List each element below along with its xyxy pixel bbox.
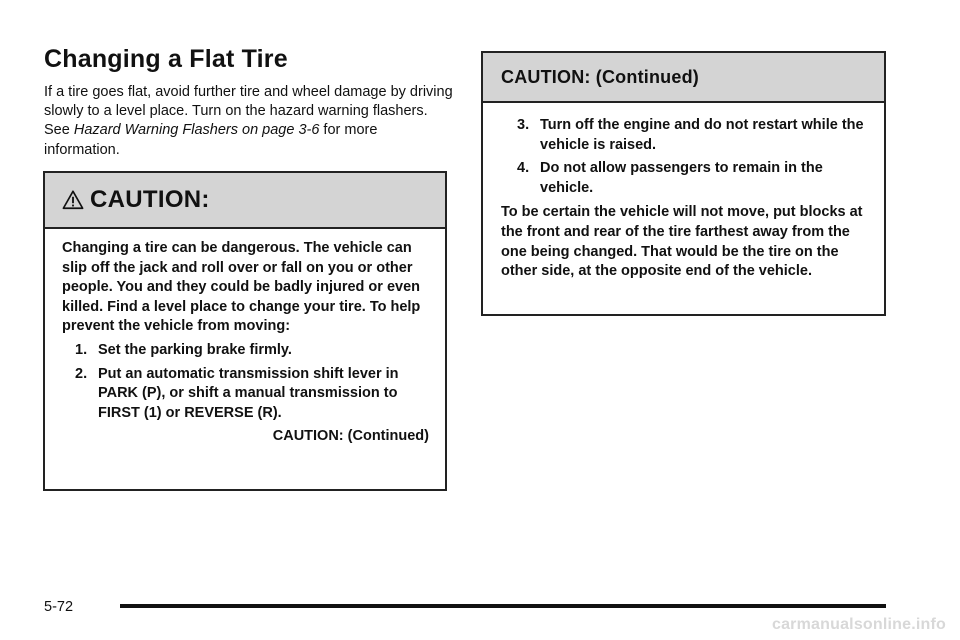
list-item bbox=[517, 116, 868, 155]
caution-continued-label: CAUTION: (Continued) bbox=[272, 428, 429, 445]
intro-paragraph bbox=[44, 83, 454, 160]
page-title: Changing a Flat Tire bbox=[44, 45, 288, 73]
step-number: 3. bbox=[517, 117, 530, 133]
step-text: Set the parking brake firmly. bbox=[98, 341, 292, 358]
caution-title: CAUTION: bbox=[90, 186, 210, 213]
hazard-flashers-reference[interactable]: Hazard Warning Flashers on page 3-6 bbox=[73, 122, 320, 139]
list-item bbox=[75, 365, 429, 424]
caution-continued-box bbox=[481, 51, 886, 316]
intro-text-after: for more information. bbox=[44, 122, 378, 158]
step-number: 1. bbox=[75, 341, 88, 358]
caution-continued-header bbox=[483, 53, 884, 103]
caution-continued-body bbox=[483, 103, 884, 282]
list-item bbox=[75, 341, 429, 361]
page-number: 5-72 bbox=[44, 599, 74, 615]
warning-triangle-icon bbox=[62, 189, 84, 211]
caution-header bbox=[45, 173, 445, 229]
footer-rule bbox=[120, 604, 886, 608]
step-number: 4. bbox=[517, 160, 530, 177]
caution-continued-steps bbox=[501, 116, 868, 198]
caution-continued-title: CAUTION: (Continued) bbox=[501, 66, 699, 87]
caution-body-text: Changing a tire can be dangerous. The vehicle can slip off the jack and roll over or fall on you or other people. You and they could be badly injured or even killed. Find a level place to change your tire. To help prevent the vehicle from moving: bbox=[62, 240, 421, 335]
step-number: 2. bbox=[75, 365, 88, 382]
step-text: Turn off the engine and do not restart while the vehicle is raised. bbox=[540, 117, 864, 153]
caution-box bbox=[43, 171, 447, 491]
step-text: Do not allow passengers to remain in the vehicle. bbox=[540, 160, 823, 196]
list-item bbox=[517, 159, 868, 198]
step-text: Put an automatic transmission shift lever in PARK (P), or shift a manual transmission to FIRST (1) or REVERSE (R). bbox=[98, 365, 399, 421]
intro-text-before: If a tire goes flat, avoid further tire and wheel damage by driving slowly to a level place. Turn on the hazard warning flashers. See bbox=[44, 84, 453, 139]
caution-closing-text: To be certain the vehicle will not move, put blocks at the front and rear of the tire farthest away from the one being changed. That would be the tire on the other side, at the opposite end of the vehicle. bbox=[501, 204, 863, 280]
caution-body bbox=[45, 229, 445, 447]
watermark: carmanualsonline.info bbox=[771, 616, 946, 633]
caution-steps bbox=[62, 341, 429, 423]
